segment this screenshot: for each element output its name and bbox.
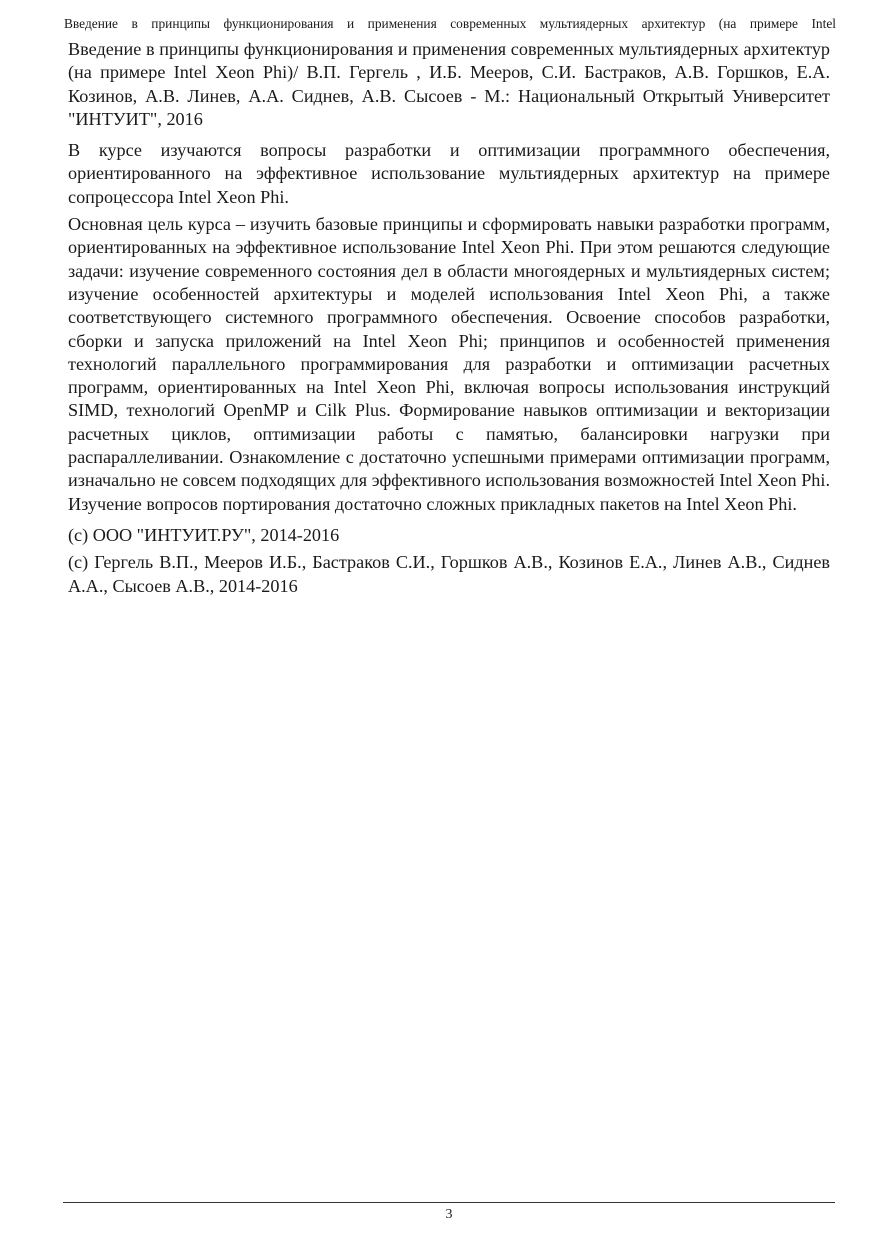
running-header: Введение в принципы функционирования и применения современных мультиядерных архитектур (на примере Intel (64, 16, 836, 31)
page-number: 3 (445, 1207, 453, 1222)
copyright-publisher: (с) ООО "ИНТУИТ.РУ", 2014-2016 (68, 524, 340, 545)
copyright-authors: (с) Гергель В.П., Мееров И.Б., Бастраков С.И., Горшков А.В., Козинов Е.А., Линев А.В., Сиднев А.А., Сысоев А.В., 2014-2016 (68, 552, 830, 596)
page-content (68, 38, 830, 598)
bibliographic-reference: Введение в принципы функционирования и применения современных мультиядерных архитектур (на примере Intel Xeon Phi)/ В.П. Гергель , И.Б. Мееров, С.И. Бастраков, А.В. Горшков, Е.А. Козинов, А.В. Линев, А.А. Сиднев, А.В. Сысоев - М.: Национальный Открытый Университет "ИНТУИТ", 2016 (68, 39, 830, 129)
course-goals-paragraph: Основная цель курса – изучить базовые принципы и сформировать навыки разработки программ, ориентированных на эффективное использование Intel Xeon Phi. При этом решаются следующие задачи: изучение современного состояния дел в области многоядерных и мультиядерных систем; изучение особенностей архитектуры и моделей использования Intel Xeon Phi, а также соответствующего системного программного обеспечения. Освоение способов разработки, сборки и запуска приложений на Intel Xeon Phi; принципов и особенностей применения технологий параллельного программирования для разработки и оптимизации расчетных программ, ориентированных на Intel Xeon Phi, включая вопросы использования инструкций SIMD, технологий OpenMP и Cilk Plus. Формирование навыков оптимизации и векторизации расчетных циклов, оптимизации работы с памятью, балансировки нагрузки при распараллеливании. Ознакомление с достаточно успешными примерами оптимизации программ, изначально не совсем подходящих для эффективного использования возможностей Intel Xeon Phi. Изучение вопросов портирования достаточно сложных прикладных пакетов на Intel Xeon Phi. (68, 214, 830, 514)
footer-divider (63, 1202, 835, 1203)
course-intro-paragraph: В курсе изучаются вопросы разработки и оптимизации программного обеспечения, ориентированного на эффективное использование мультиядерных архитектур на примере сопроцессора Intel Xeon Phi. (68, 140, 830, 207)
